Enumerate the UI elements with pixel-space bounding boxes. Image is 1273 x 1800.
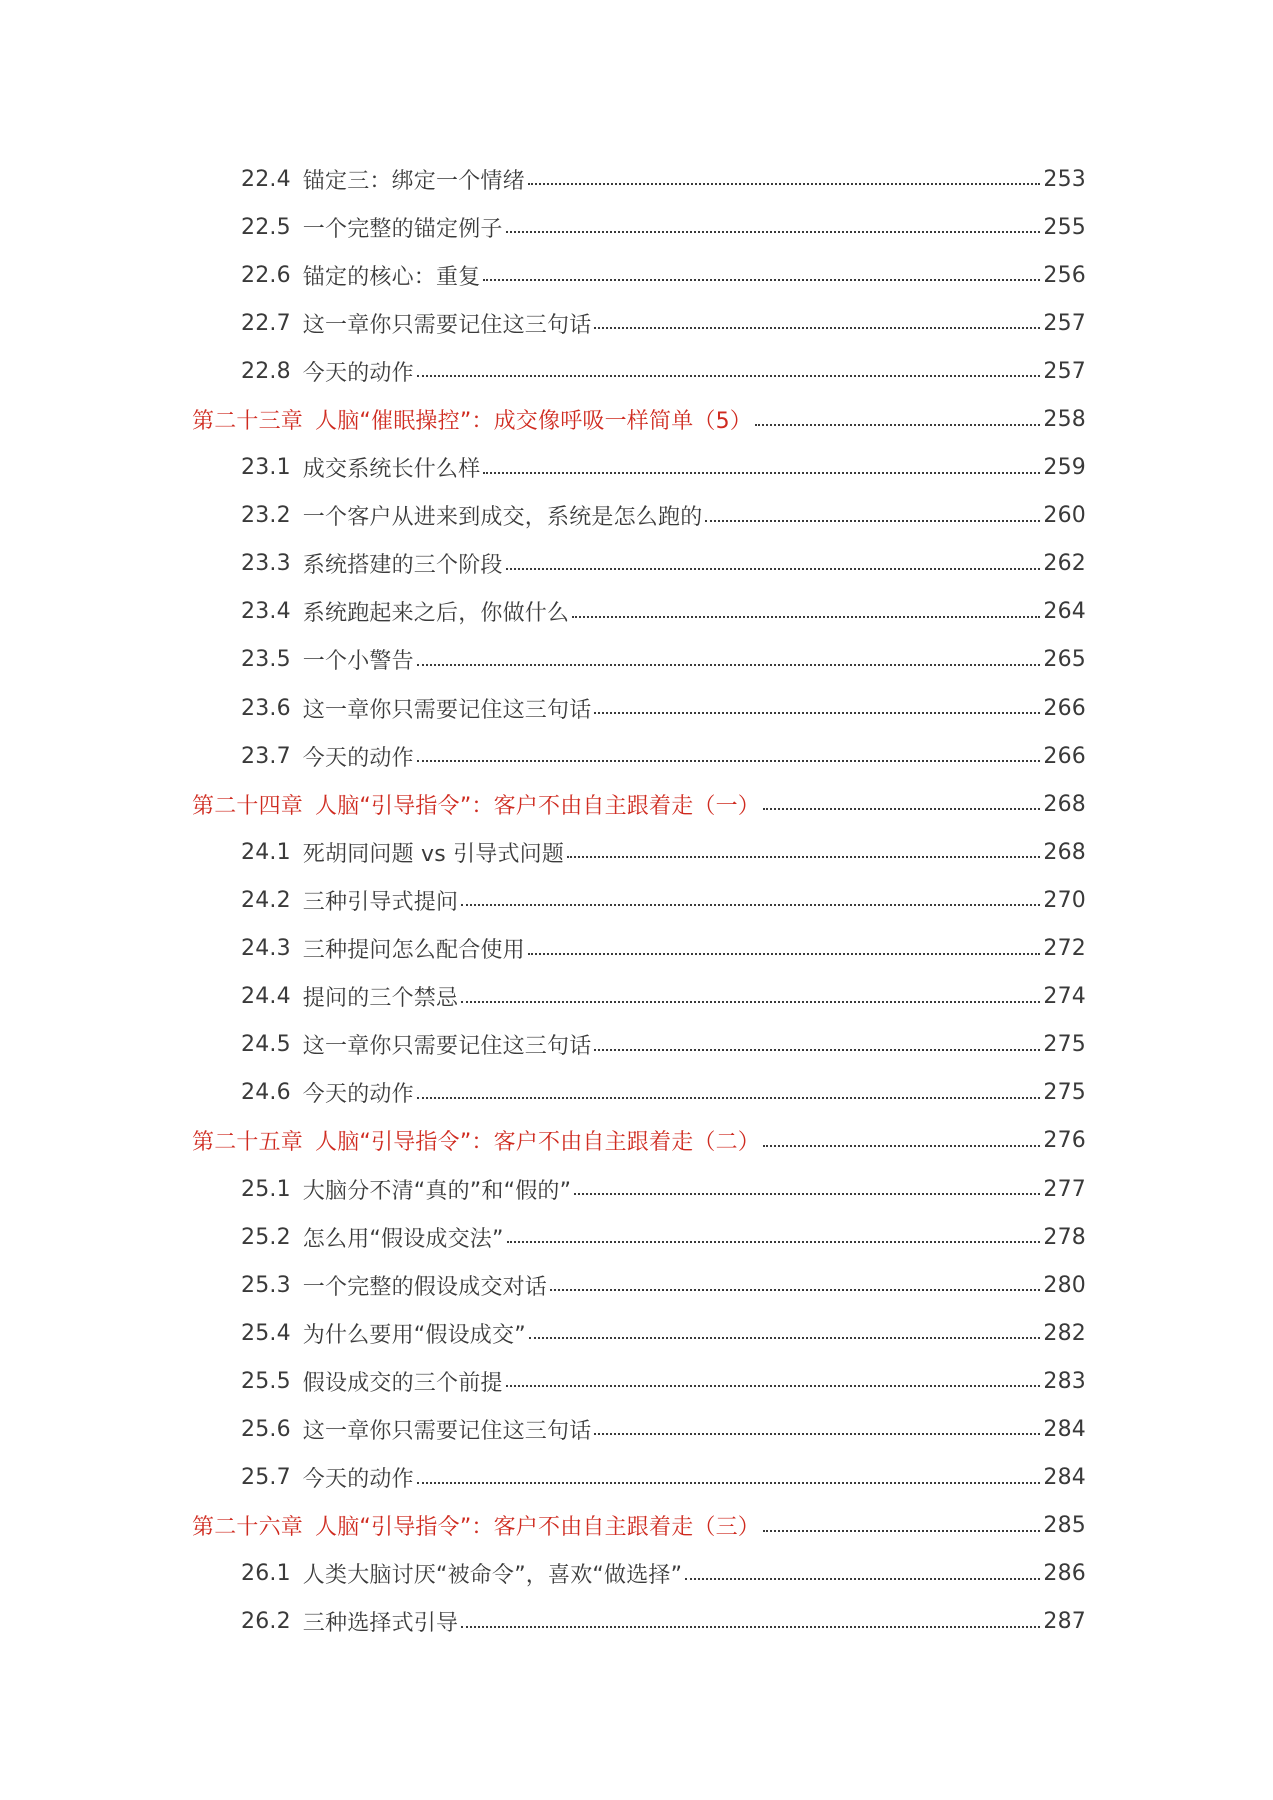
section-number: 25.3 [241,1272,291,1298]
page-number: 258 [1043,407,1086,433]
section-title: 这一章你只需要记住这三句话 [302,1418,592,1444]
dot-leader [461,1626,1040,1628]
dot-leader [461,1001,1040,1003]
dot-leader [483,472,1040,474]
section-title: 死胡同问题 vs 引导式问题 [302,841,565,867]
page-number: 287 [1043,1609,1086,1635]
dot-leader [417,1482,1041,1484]
dot-leader [594,712,1040,714]
chapter-number: 第二十三章 [192,409,304,435]
page-number: 282 [1043,1320,1086,1346]
dot-leader [594,1433,1040,1435]
dot-leader [567,856,1040,858]
page-number: 266 [1043,743,1086,769]
dot-leader [550,1289,1040,1291]
section-title: 这一章你只需要记住这三句话 [302,1034,592,1060]
toc-section-entry[interactable] [0,203,1273,251]
page-number: 277 [1043,1176,1086,1202]
section-number: 22.6 [241,262,291,288]
toc-section-entry[interactable] [0,347,1273,395]
section-title: 锚定三：绑定一个情绪 [302,168,525,194]
dot-leader [755,424,1040,426]
page-number: 274 [1043,984,1086,1010]
page-number: 262 [1043,551,1086,577]
toc-section-entry[interactable] [0,876,1273,924]
section-title: 为什么要用“假设成交” [302,1322,526,1348]
toc-section-entry[interactable] [0,1454,1273,1502]
toc-section-entry[interactable] [0,492,1273,540]
page-number: 265 [1043,647,1086,673]
section-title: 大脑分不清“真的”和“假的” [302,1178,572,1204]
page-number: 275 [1043,1080,1086,1106]
section-number: 23.7 [241,743,291,769]
section-title: 这一章你只需要记住这三句话 [302,697,592,723]
section-title: 三种提问怎么配合使用 [302,938,525,964]
section-number: 22.5 [241,214,291,240]
toc-section-entry[interactable] [0,299,1273,347]
toc-section-entry[interactable] [0,1069,1273,1117]
section-title: 一个小警告 [302,649,414,675]
toc-section-entry[interactable] [0,1598,1273,1646]
section-number: 24.3 [241,936,291,962]
section-number: 25.5 [241,1368,291,1394]
section-number: 24.6 [241,1080,291,1106]
section-number: 24.5 [241,1032,291,1058]
toc-chapter-entry[interactable] [0,780,1273,828]
toc-section-entry[interactable] [0,973,1273,1021]
section-number: 22.7 [241,310,291,336]
page-number: 257 [1043,310,1086,336]
page-number: 264 [1043,599,1086,625]
section-title: 成交系统长什么样 [302,457,481,483]
dot-leader [417,375,1041,377]
page-number: 278 [1043,1224,1086,1250]
page-number: 275 [1043,1032,1086,1058]
section-title: 今天的动作 [302,1467,414,1493]
section-number: 24.1 [241,839,291,865]
dot-leader [506,568,1041,570]
toc-section-entry[interactable] [0,732,1273,780]
section-title: 今天的动作 [302,745,414,771]
toc-chapter-entry[interactable] [0,1502,1273,1550]
section-number: 25.7 [241,1465,291,1491]
section-title: 这一章你只需要记住这三句话 [302,312,592,338]
toc-section-entry[interactable] [0,1261,1273,1309]
section-title: 一个完整的锚定例子 [302,216,503,242]
section-number: 24.4 [241,984,291,1010]
dot-leader [507,1241,1041,1243]
section-number: 23.2 [241,503,291,529]
toc-chapter-entry[interactable] [0,395,1273,443]
section-number: 25.6 [241,1416,291,1442]
toc-section-entry[interactable] [0,251,1273,299]
toc-section-entry[interactable] [0,1213,1273,1261]
dot-leader [574,1193,1040,1195]
chapter-title: 人脑“引导指令”：客户不由自主跟着走（三） [315,1515,761,1541]
dot-leader [763,1530,1040,1532]
chapter-number: 第二十四章 [192,793,304,819]
dot-leader [763,1145,1040,1147]
page-number: 285 [1043,1513,1086,1539]
section-title: 今天的动作 [302,1082,414,1108]
dot-leader [461,904,1040,906]
toc-section-entry[interactable] [0,636,1273,684]
section-number: 26.1 [241,1561,291,1587]
page-number: 253 [1043,166,1086,192]
page-number: 276 [1043,1128,1086,1154]
page-number: 268 [1043,839,1086,865]
toc-section-entry[interactable] [0,1021,1273,1069]
section-title: 人类大脑讨厌“被命令”，喜欢“做选择” [302,1563,683,1589]
toc-section-entry[interactable] [0,155,1273,203]
page-number: 259 [1043,455,1086,481]
toc-section-entry[interactable] [0,1357,1273,1405]
section-number: 22.8 [241,358,291,384]
page-number: 280 [1043,1272,1086,1298]
page-number: 284 [1043,1465,1086,1491]
toc-section-entry[interactable] [0,828,1273,876]
section-number: 24.2 [241,887,291,913]
page-number: 284 [1043,1416,1086,1442]
section-number: 25.4 [241,1320,291,1346]
dot-leader [528,953,1041,955]
page-number: 260 [1043,503,1086,529]
dot-leader [529,1337,1041,1339]
chapter-title: 人脑“催眠操控”：成交像呼吸一样简单（5） [315,409,753,435]
section-number: 23.4 [241,599,291,625]
section-title: 假设成交的三个前提 [302,1370,503,1396]
section-title: 今天的动作 [302,360,414,386]
section-title: 三种引导式提问 [302,889,459,915]
table-of-contents [0,155,1273,1646]
page-number: 268 [1043,791,1086,817]
section-title: 三种选择式引导 [302,1611,459,1637]
dot-leader [705,520,1040,522]
toc-section-entry[interactable] [0,1405,1273,1453]
section-title: 一个客户从进来到成交，系统是怎么跑的 [302,505,703,531]
page-number: 283 [1043,1368,1086,1394]
chapter-title: 人脑“引导指令”：客户不由自主跟着走（二） [315,1130,761,1156]
dot-leader [417,760,1041,762]
dot-leader [528,183,1041,185]
page-number: 257 [1043,358,1086,384]
toc-section-entry[interactable] [0,1165,1273,1213]
section-title: 锚定的核心：重复 [302,264,481,290]
page-number: 256 [1043,262,1086,288]
toc-section-entry[interactable] [0,444,1273,492]
section-number: 23.1 [241,455,291,481]
page-number: 255 [1043,214,1086,240]
toc-section-entry[interactable] [0,588,1273,636]
section-title: 一个完整的假设成交对话 [302,1274,547,1300]
section-number: 25.1 [241,1176,291,1202]
section-number: 26.2 [241,1609,291,1635]
section-title: 怎么用“假设成交法” [302,1226,504,1252]
page-number: 270 [1043,887,1086,913]
section-title: 提问的三个禁忌 [302,986,459,1012]
page-number: 286 [1043,1561,1086,1587]
toc-section-entry[interactable] [0,684,1273,732]
toc-section-entry[interactable] [0,925,1273,973]
dot-leader [594,1049,1040,1051]
dot-leader [763,808,1040,810]
toc-chapter-entry[interactable] [0,1117,1273,1165]
section-title: 系统搭建的三个阶段 [302,553,503,579]
chapter-number: 第二十六章 [192,1515,304,1541]
section-number: 22.4 [241,166,291,192]
section-number: 25.2 [241,1224,291,1250]
page-number: 272 [1043,936,1086,962]
dot-leader [417,664,1041,666]
chapter-number: 第二十五章 [192,1130,304,1156]
dot-leader [506,231,1041,233]
dot-leader [572,616,1040,618]
toc-section-entry[interactable] [0,1550,1273,1598]
section-number: 23.6 [241,695,291,721]
section-number: 23.3 [241,551,291,577]
section-title: 系统跑起来之后，你做什么 [302,601,570,627]
dot-leader [483,279,1040,281]
toc-section-entry[interactable] [0,1309,1273,1357]
dot-leader [506,1385,1041,1387]
dot-leader [417,1097,1041,1099]
toc-section-entry[interactable] [0,540,1273,588]
dot-leader [594,327,1040,329]
chapter-title: 人脑“引导指令”：客户不由自主跟着走（一） [315,793,761,819]
page-number: 266 [1043,695,1086,721]
dot-leader [685,1578,1040,1580]
section-number: 23.5 [241,647,291,673]
